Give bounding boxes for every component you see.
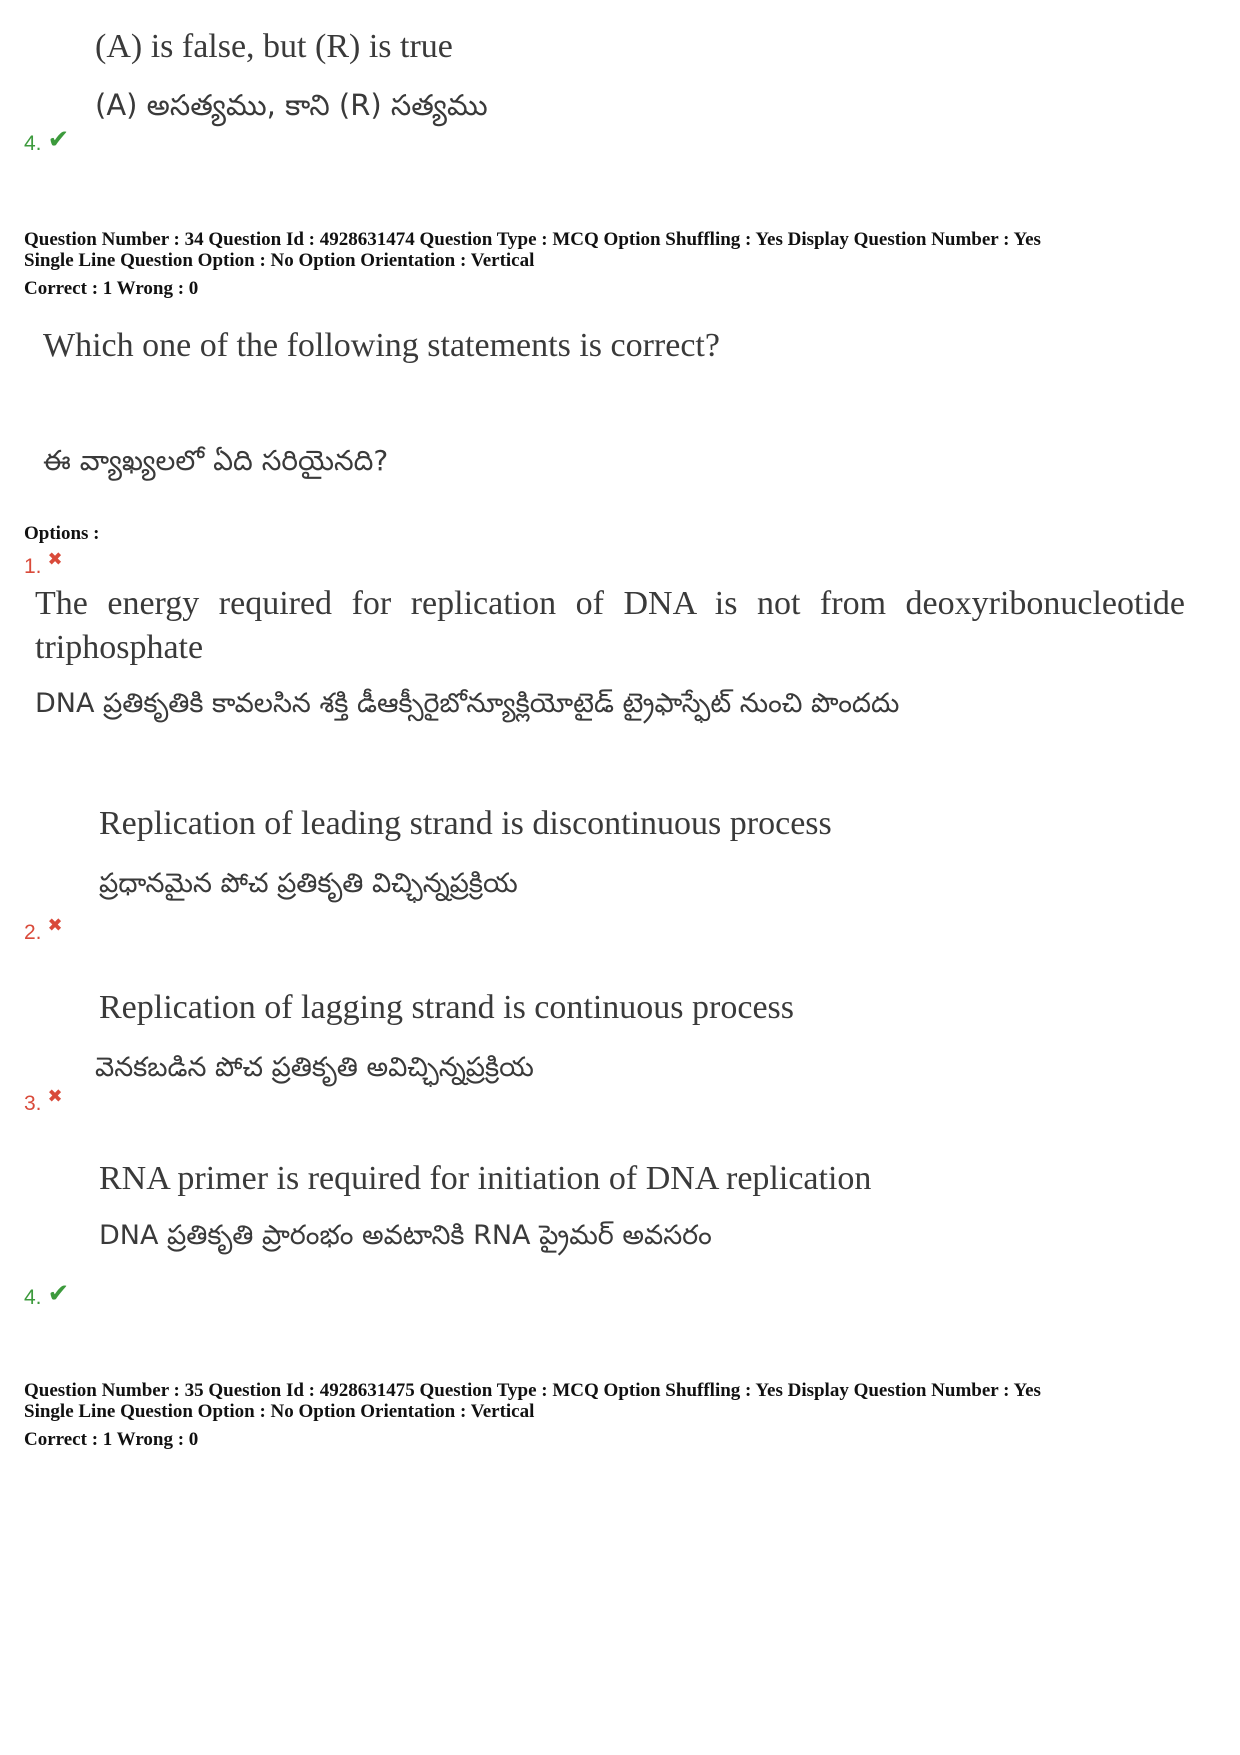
option-2-text-en: Replication of leading strand is discontinuous process	[99, 805, 832, 842]
option-1-number	[24, 549, 63, 579]
option-4-number	[24, 1278, 70, 1310]
q34-marks: Correct : 1 Wrong : 0	[24, 278, 199, 299]
option-1-text-en: The energy required for replication of DNA is not from deoxyribonucleotide triphosphate	[35, 585, 1185, 666]
option-2-number	[24, 915, 63, 945]
option-4-text-te: DNA ప్రతికృతి ప్రారంభం అవటానికి RNA ప్రైమర్ అవసరం	[99, 1220, 712, 1251]
q34-question-te: ఈ వ్యాఖ్యలలో ఏది సరియైనది?	[43, 444, 389, 477]
option-2-text-te: ప్రధానమైన పోచ ప్రతికృతి విచ్ఛిన్నప్రక్రియ	[99, 868, 518, 899]
q35-marks: Correct : 1 Wrong : 0	[24, 1429, 199, 1450]
prev-option-4-text-en: (A) is false, but (R) is true	[95, 28, 453, 65]
option-number-label: 4.	[24, 1286, 42, 1309]
options-label: Options :	[24, 523, 100, 544]
prev-option-4-number	[24, 124, 70, 156]
option-3-number	[24, 1086, 63, 1116]
option-number-label: 2.	[24, 921, 42, 944]
option-1-text-te: DNA ప్రతికృతికి కావలసిన శక్తి డీఆక్సీరైబోన్యూక్లియోటైడ్ ట్రైఫాస్ఫేట్ నుంచి పొందదు	[35, 688, 900, 719]
check-icon: ✔	[47, 1278, 70, 1308]
option-number-label: 4.	[24, 132, 42, 155]
q34-question-en: Which one of the following statements is correct?	[43, 327, 720, 364]
cross-icon: ✖	[47, 549, 63, 569]
option-4-text-en: RNA primer is required for initiation of DNA replication	[99, 1160, 872, 1197]
q35-meta-line1: Question Number : 35 Question Id : 4928631475 Question Type : MCQ Option Shuffling : Yes Display Question Number : Yes	[24, 1380, 1041, 1401]
cross-icon: ✖	[47, 1086, 63, 1106]
option-3-text-te: వెనకబడిన పోచ ప్రతికృతి అవిచ్ఛిన్నప్రక్రియ	[95, 1052, 534, 1083]
prev-option-4-text-te: (A) అసత్యము, కాని (R) సత్యము	[95, 88, 488, 122]
q34-meta-line1: Question Number : 34 Question Id : 4928631474 Question Type : MCQ Option Shuffling : Yes Display Question Number : Yes	[24, 229, 1041, 250]
q34-meta-line2: Single Line Question Option : No Option Orientation : Vertical	[24, 250, 535, 271]
cross-icon: ✖	[47, 915, 63, 935]
option-number-label: 1.	[24, 555, 42, 578]
check-icon: ✔	[47, 124, 70, 154]
option-number-label: 3.	[24, 1092, 42, 1115]
option-3-text-en: Replication of lagging strand is continuous process	[99, 989, 794, 1026]
q35-meta-line2: Single Line Question Option : No Option Orientation : Vertical	[24, 1401, 535, 1422]
